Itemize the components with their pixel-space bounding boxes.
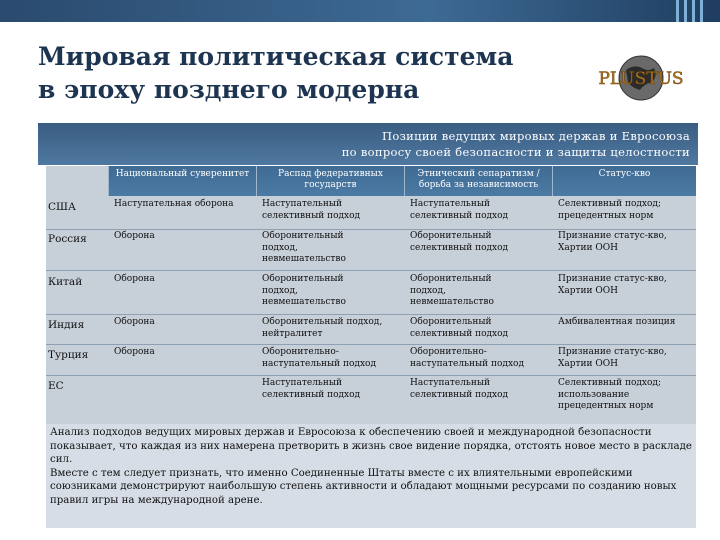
- column-header-sovereignty: Национальный суверенитет: [108, 166, 256, 196]
- header-line-2: по вопросу своей безопасности и защиты целостности: [341, 145, 690, 159]
- slide-title: [38, 40, 558, 106]
- table-cell: Оборонительный селективный подход: [410, 317, 509, 339]
- table-cell: [112, 377, 258, 379]
- table-cell: Оборонительно-наступательный подход: [410, 347, 524, 369]
- table-cell: Наступательный селективный подход: [410, 199, 509, 221]
- header-line-1: Позиции ведущих мировых держав и Евросоюза: [382, 129, 690, 143]
- logo-text: PLUSTUS: [598, 69, 684, 89]
- table-cell: Оборона: [114, 231, 155, 241]
- column-header-federal-breakup: Распад федеративных государств: [256, 166, 404, 196]
- table-cell: Наступательная оборона: [114, 199, 234, 209]
- title-line-1: Мировая политическая система: [38, 42, 514, 71]
- table-cell: Наступательный селективный подход: [410, 378, 509, 400]
- table-cell: Оборонительный селективный подход: [410, 231, 509, 253]
- summary-text-box: [46, 424, 696, 528]
- row-label: Турция: [48, 349, 89, 361]
- table-cell: Оборонительно-наступательный подход: [262, 347, 376, 369]
- table-cell: Признание статус-кво, Хартии ООН: [558, 347, 667, 369]
- row-label: ЕС: [48, 380, 64, 392]
- title-line-2: в эпоху позднего модерна: [38, 75, 420, 104]
- table-cell: Селективный подход; прецедентных норм: [558, 199, 661, 221]
- table-cell: Оборона: [114, 317, 155, 327]
- row-divider: [46, 375, 696, 376]
- table-cell: Амбивалентная позиция: [558, 317, 676, 327]
- table-cell: Оборона: [114, 274, 155, 284]
- globe-logo-icon: [598, 48, 684, 108]
- table-cell: Оборона: [114, 347, 155, 357]
- table-cell: Признание статус-кво, Хартии ООН: [558, 231, 667, 253]
- table-cell: Наступательный селективный подход: [262, 378, 361, 400]
- column-header-status-quo: Статус-кво: [552, 166, 696, 196]
- summary-paragraph-1: Анализ подходов ведущих мировых держав и Евросоюза к обеспечению своей и международной безопасности показывает, что каждая из них намерена претворить в жизнь свое видение порядка, отстоять новое место в раскладе сил.: [50, 427, 692, 465]
- table-cell: Оборонительный подход, невмешательство: [410, 274, 494, 307]
- table-cell: Оборонительный подход, невмешательство: [262, 274, 346, 307]
- table-header-band: [38, 123, 698, 165]
- summary-paragraph-2: Вместе с тем следует признать, что именно Соединенные Штаты вместе с их влиятельными европейскими союзниками демонстрируют наибольшую степень активности и обладают мощными ресурсами по созданию новых правил игры на международной арене.: [50, 467, 677, 506]
- row-divider: [46, 270, 696, 271]
- top-decorative-bar: [0, 0, 720, 22]
- column-header-separatism: Этнический сепаратизм / борьба за независимость: [404, 166, 552, 196]
- table-cell: Селективный подход; использование прецедентных норм: [558, 378, 661, 411]
- table-cell: Оборонительный подход, невмешательство: [262, 231, 346, 264]
- row-label: США: [48, 201, 76, 213]
- table-cell: Наступательный селективный подход: [262, 199, 361, 221]
- row-divider: [46, 314, 696, 315]
- table-cell: Признание статус-кво, Хартии ООН: [558, 274, 667, 296]
- row-label: Индия: [48, 319, 85, 331]
- row-label: Китай: [48, 276, 83, 288]
- row-label: Россия: [48, 233, 87, 245]
- table-cell: Оборонительный подход, нейтралитет: [262, 317, 383, 339]
- row-divider: [46, 344, 696, 345]
